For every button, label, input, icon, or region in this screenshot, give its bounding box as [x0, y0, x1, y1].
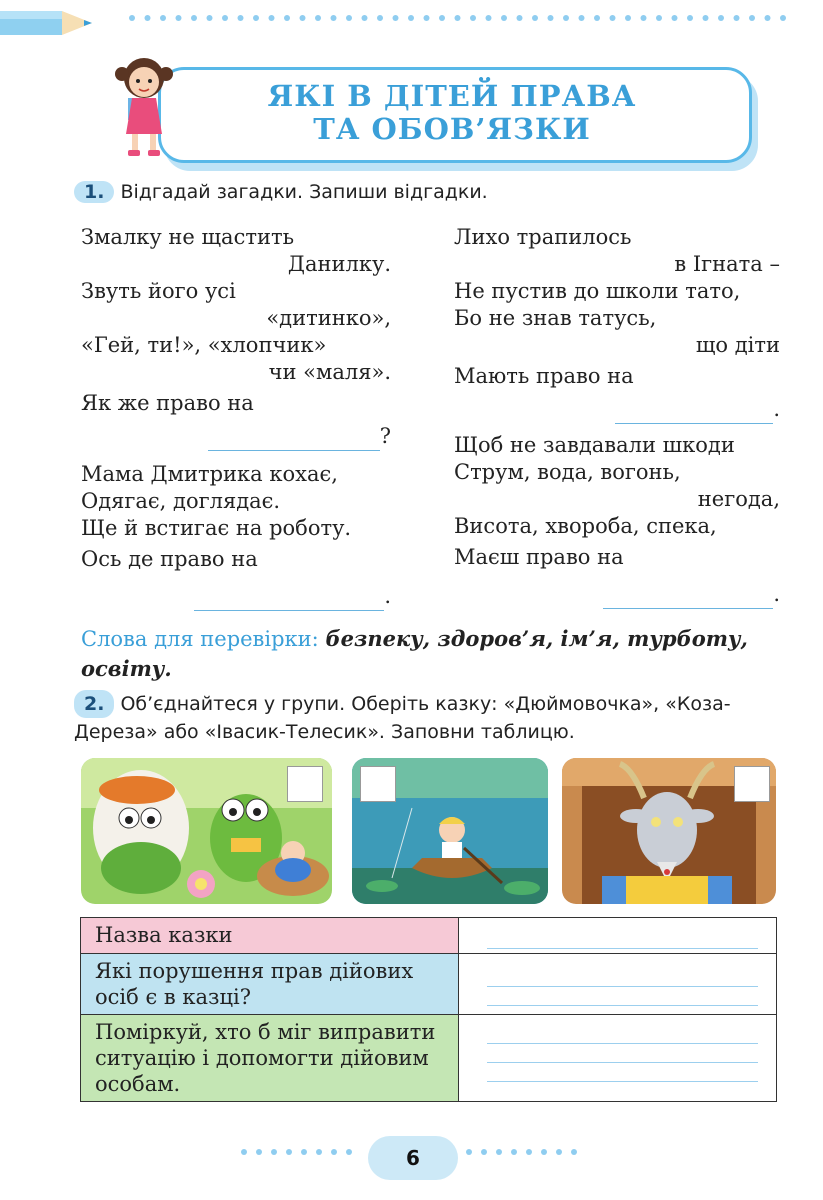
decor-dot	[439, 15, 445, 21]
decor-dot	[641, 15, 647, 21]
riddle-line: Звуть його усі	[81, 279, 236, 303]
fairytale-picture-ivasyk	[352, 758, 548, 904]
check-words-list: безпеку, здоров’я, ім’я, турботу, освіту.	[81, 626, 748, 681]
answer-line[interactable]	[208, 423, 380, 451]
table-row	[81, 918, 777, 954]
table-label-helpers: Поміркуй, хто б міг виправити ситуацію і допомогти дійовим особам.	[81, 1015, 459, 1102]
decor-dot	[455, 15, 461, 21]
answer-cell[interactable]	[459, 1015, 777, 1102]
decor-dot	[526, 1149, 532, 1155]
decor-dot	[532, 15, 538, 21]
decor-dot	[563, 15, 569, 21]
choice-checkbox[interactable]	[734, 766, 770, 802]
answer-line[interactable]	[194, 583, 384, 611]
riddle-line: Бо не знав татусь,	[454, 306, 657, 330]
decor-dot	[191, 15, 197, 21]
decor-dot	[176, 15, 182, 21]
decor-dot	[556, 1149, 562, 1155]
decor-dot	[470, 15, 476, 21]
decor-dot	[511, 1149, 517, 1155]
decor-dot	[625, 15, 631, 21]
decor-dot	[238, 15, 244, 21]
title-line-1: ЯКІ В ДІТЕЙ ПРАВА	[267, 79, 637, 113]
pencil-icon	[0, 6, 100, 40]
riddle-line: Ось де право на	[81, 547, 258, 571]
riddle-line: Маєш право на	[454, 545, 624, 569]
answer-punct: .	[773, 397, 780, 421]
check-words	[81, 624, 781, 684]
riddle-line: Мають право на	[454, 364, 634, 388]
riddle-line: «Гей, ти!», «хлопчик»	[81, 333, 327, 357]
answer-punct: ?	[379, 424, 391, 448]
decor-dot	[656, 15, 662, 21]
task-2-text: Об’єднайтеся у групи. Оберіть казку: «Дюймовочка», «Коза-Дереза» або «Івасик-Телесик». Заповни таблицю.	[74, 693, 731, 743]
decor-dot	[253, 15, 259, 21]
decor-dot	[481, 1149, 487, 1155]
choice-checkbox[interactable]	[360, 766, 396, 802]
table-row	[81, 1015, 777, 1102]
decor-dot	[408, 15, 414, 21]
riddle-line: Данилку.	[287, 252, 391, 276]
decor-dot	[496, 1149, 502, 1155]
task-1-instruction	[74, 181, 488, 203]
decor-dot	[222, 15, 228, 21]
riddle-4	[454, 432, 780, 609]
fairytale-picture-koza-dereza	[562, 758, 776, 904]
riddles-right-column	[454, 224, 780, 609]
task-1-number: 1.	[74, 181, 114, 203]
decor-dot	[466, 1149, 472, 1155]
riddle-line: Змалку не щастить	[81, 225, 295, 249]
decor-dot	[749, 15, 755, 21]
answer-line[interactable]	[615, 396, 773, 424]
girl-illustration	[110, 52, 178, 162]
fairytale-picture-thumbelina	[81, 758, 332, 904]
decor-dot	[501, 15, 507, 21]
decor-dot	[486, 15, 492, 21]
decor-dot	[271, 1149, 277, 1155]
answer-punct: .	[384, 584, 391, 608]
riddle-line: Як же право на	[81, 391, 254, 415]
riddle-line: «дитинко»,	[266, 306, 391, 330]
riddle-1	[81, 224, 391, 451]
decor-dot	[703, 15, 709, 21]
table-label-violations: Які порушення прав дійових осіб є в казці?	[81, 954, 459, 1015]
decor-dot	[331, 15, 337, 21]
riddle-line: Одягає, доглядає.	[81, 489, 281, 513]
riddle-line: Ще й встигає на роботу.	[81, 516, 352, 540]
check-words-label: Слова для перевірки:	[81, 627, 319, 651]
task-1-text: Відгадай загадки. Запиши відгадки.	[120, 181, 488, 203]
riddle-line: негода,	[697, 487, 780, 511]
table-row	[81, 954, 777, 1015]
decor-dot	[610, 15, 616, 21]
decor-dot	[718, 15, 724, 21]
page-number: 6	[368, 1136, 458, 1180]
decor-dot	[687, 15, 693, 21]
decor-dot	[129, 15, 135, 21]
riddles-left-column	[81, 224, 391, 611]
decor-dot	[241, 1149, 247, 1155]
answer-punct: .	[773, 582, 780, 606]
page-title	[158, 80, 746, 146]
decor-dot	[362, 15, 368, 21]
riddle-line: Щоб не завдавали шкоди	[454, 433, 735, 457]
riddle-line: чи «маля».	[268, 360, 391, 384]
task-2-number: 2.	[74, 690, 114, 718]
riddle-line: Не пустив до школи тато,	[454, 279, 741, 303]
riddle-2	[81, 461, 391, 611]
decor-dot	[256, 1149, 262, 1155]
riddle-line: Струм, вода, вогонь,	[454, 460, 681, 484]
riddle-3	[454, 224, 780, 424]
decor-dot	[672, 15, 678, 21]
decor-dot	[594, 15, 600, 21]
answer-line[interactable]	[603, 581, 773, 609]
decor-dot	[541, 1149, 547, 1155]
dotted-rule	[128, 14, 788, 22]
decor-dot	[315, 15, 321, 21]
fairytale-table	[80, 917, 777, 1102]
decor-dot	[548, 15, 554, 21]
decor-dot	[765, 15, 771, 21]
riddle-line: Висота, хвороба, спека,	[454, 514, 717, 538]
table-label-title: Назва казки	[81, 918, 459, 954]
decor-dot	[145, 15, 151, 21]
answer-cell[interactable]	[459, 954, 777, 1015]
riddle-line: в Ігната –	[674, 252, 780, 276]
title-line-2: ТА ОБОВ’ЯЗКИ	[313, 112, 591, 146]
riddle-line: Мама Дмитрика кохає,	[81, 462, 338, 486]
decor-dot	[207, 15, 213, 21]
decor-dot	[780, 15, 786, 21]
answer-cell[interactable]	[459, 918, 777, 954]
decor-dot	[517, 15, 523, 21]
decor-dot	[301, 1149, 307, 1155]
decor-dot	[579, 15, 585, 21]
riddle-line: Лихо трапилось	[454, 225, 632, 249]
decor-dot	[316, 1149, 322, 1155]
decor-dot	[346, 15, 352, 21]
decor-dot	[393, 15, 399, 21]
task-2-instruction	[74, 690, 784, 746]
decor-dot	[284, 15, 290, 21]
decor-dot	[571, 1149, 577, 1155]
decor-dot	[377, 15, 383, 21]
decor-dot	[286, 1149, 292, 1155]
decor-dot	[734, 15, 740, 21]
decor-dot	[269, 15, 275, 21]
riddle-line: що діти	[695, 333, 780, 357]
choice-checkbox[interactable]	[287, 766, 323, 802]
decor-dot	[331, 1149, 337, 1155]
decor-dot	[300, 15, 306, 21]
decor-dot	[160, 15, 166, 21]
decor-dot	[424, 15, 430, 21]
decor-dot	[346, 1149, 352, 1155]
